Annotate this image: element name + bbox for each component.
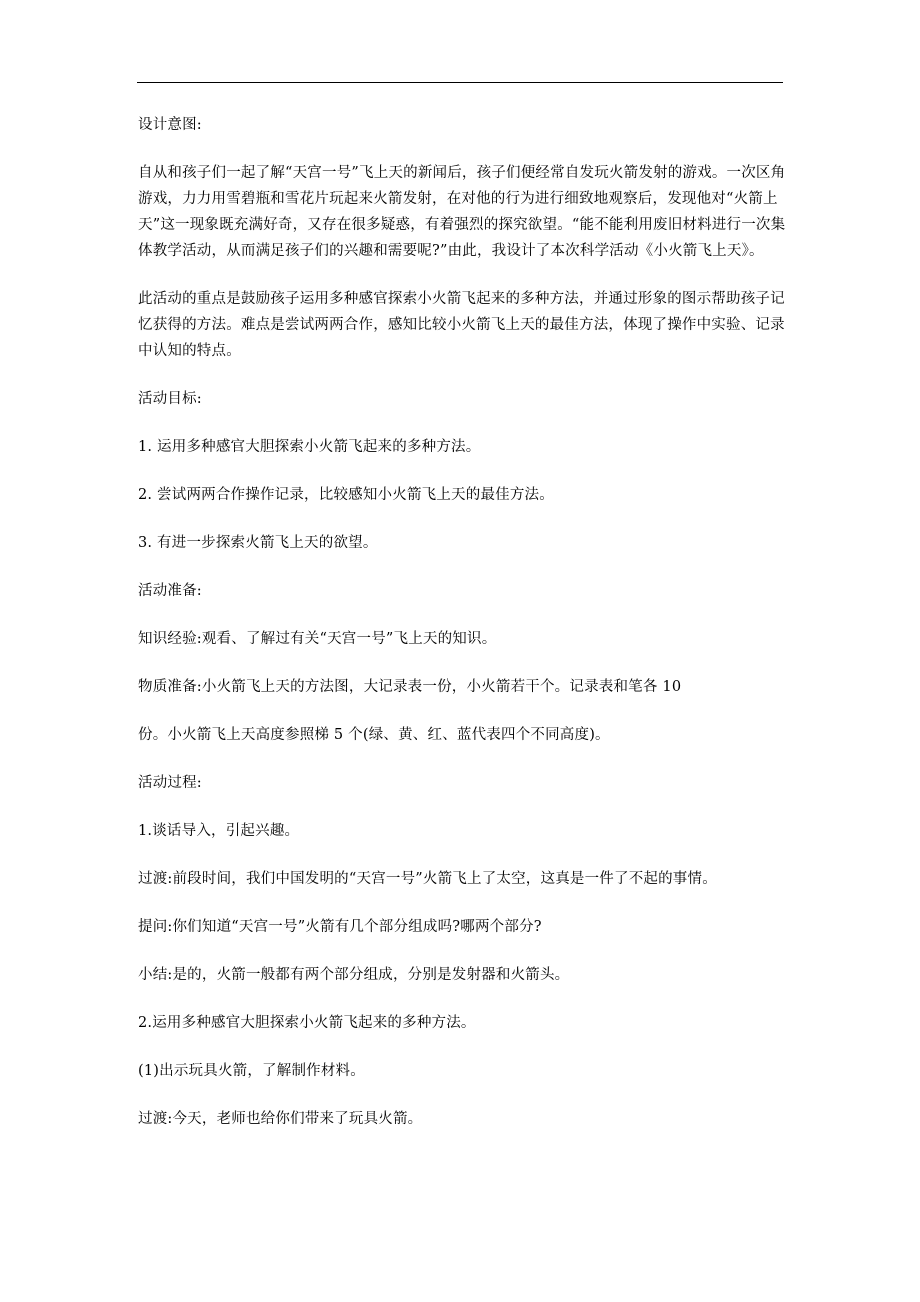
question-1: 提问:你们知道“天宫一号”火箭有几个部分组成吗?哪两个部分?	[138, 919, 542, 935]
transition-1: 过渡:前段时间，我们中国发明的“天宫一号”火箭飞上了太空，这真是一件了不起的事情。	[138, 871, 717, 887]
header-divider	[137, 82, 783, 83]
goal-item-1: 1. 运用多种感官大胆探索小火箭飞起来的多种方法。	[138, 439, 481, 455]
design-intent-heading: 设计意图:	[138, 117, 202, 133]
summary-1: 小结:是的，火箭一般都有两个部分组成，分别是发射器和火箭头。	[138, 967, 570, 983]
process-heading: 活动过程:	[138, 775, 202, 791]
design-intent-paragraph: 自从和孩子们一起了解“天宫一号”飞上天的新闻后，孩子们便经常自发玩火箭发射的游戏。一次区角游戏，力力用雪碧瓶和雪花片玩起来火箭发射，在对他的行为进行细致地观察后，发现他对“火箭上天”这一现象既充满好奇，又存在很多疑惑，有着强烈的探究欲望。“能不能利用废旧材料进行一次集体教学活动，从而满足孩子们的兴趣和需要呢?”由此，我设计了本次科学活动《小火箭飞上天》。	[138, 165, 786, 259]
goal-item-3: 3. 有进一步探索火箭飞上天的欲望。	[138, 535, 378, 551]
process-step-1: 1.谈话导入，引起兴趣。	[138, 823, 300, 839]
focus-paragraph: 此活动的重点是鼓励孩子运用多种感官探索小火箭飞起来的多种方法，并通过形象的图示帮助孩子记忆获得的方法。难点是尝试两两合作，感知比较小火箭飞上天的最佳方法，体现了操作中实验、记录中认知的特点。	[138, 291, 785, 359]
preparation-materials-line-2: 份。小火箭飞上天高度参照梯 5 个(绿、黄、红、蓝代表四个不同高度)。	[138, 727, 610, 743]
process-step-2: 2.运用多种感官大胆探索小火箭飞起来的多种方法。	[138, 1015, 476, 1031]
transition-2: 过渡:今天，老师也给你们带来了玩具火箭。	[138, 1111, 423, 1127]
process-step-2-1: (1)出示玩具火箭，了解制作材料。	[138, 1063, 365, 1079]
preparation-materials-line-1: 物质准备:小火箭飞上天的方法图，大记录表一份，小火箭若干个。记录表和笔各 10	[138, 679, 682, 695]
preparation-heading: 活动准备:	[138, 583, 202, 599]
goal-item-2: 2. 尝试两两合作操作记录，比较感知小火箭飞上天的最佳方法。	[138, 487, 554, 503]
document-body	[138, 112, 788, 1154]
goals-heading: 活动目标:	[138, 391, 202, 407]
preparation-knowledge: 知识经验:观看、了解过有关“天宫一号”飞上天的知识。	[138, 631, 497, 647]
